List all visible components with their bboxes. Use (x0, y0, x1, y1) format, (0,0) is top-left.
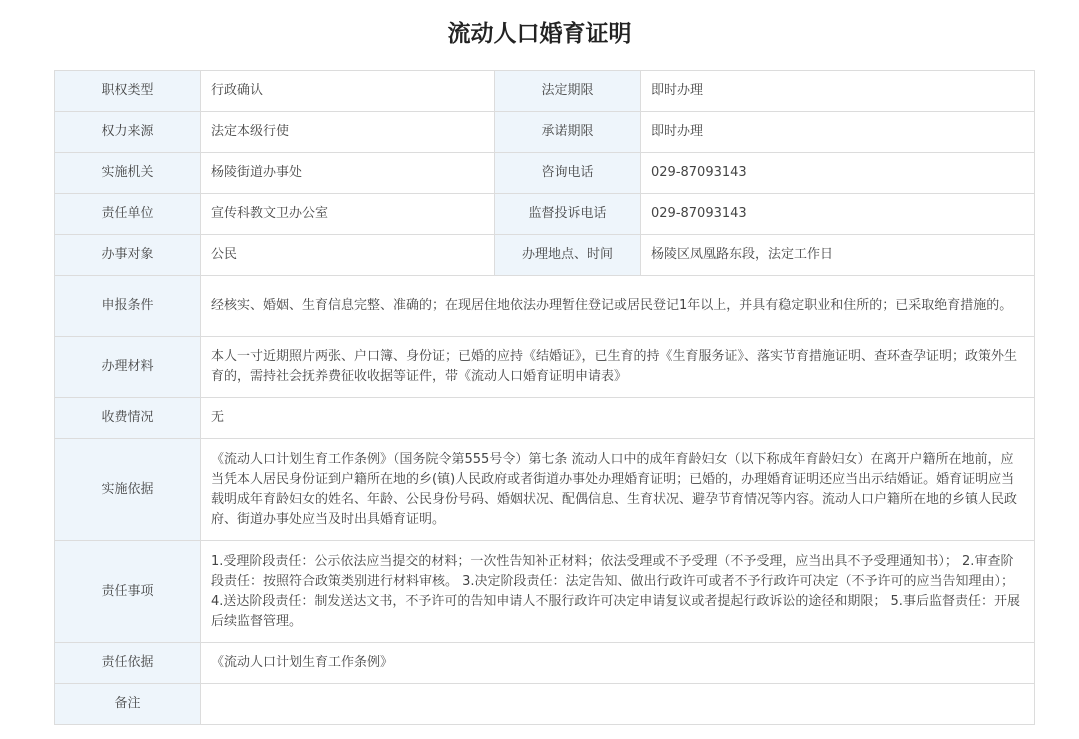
label-cell: 备注 (55, 684, 201, 725)
label-cell: 申报条件 (55, 276, 201, 337)
value-cell: 杨陵街道办事处 (201, 153, 495, 194)
label-cell: 实施依据 (55, 439, 201, 541)
label-cell: 收费情况 (55, 398, 201, 439)
label-cell: 承诺期限 (495, 112, 641, 153)
value-cell: 杨陵区凤凰路东段，法定工作日 (641, 235, 1035, 276)
label-cell: 责任单位 (55, 194, 201, 235)
table-row (55, 541, 1035, 643)
label-cell: 办理地点、时间 (495, 235, 641, 276)
table-row (55, 153, 1035, 194)
value-cell: 宣传科教文卫办公室 (201, 194, 495, 235)
value-cell: 本人一寸近期照片两张、户口簿、身份证；已婚的应持《结婚证》，已生育的持《生育服务证》、落实节育措施证明、查环查孕证明；政策外生育的，需持社会抚养费征收收据等证件，带《流动人口婚育证明申请表》 (201, 337, 1035, 398)
table-row (55, 684, 1035, 725)
label-cell: 实施机关 (55, 153, 201, 194)
table-row (55, 112, 1035, 153)
value-cell: 1.受理阶段责任：公示依法应当提交的材料；一次性告知补正材料；依法受理或不予受理（不予受理，应当出具不予受理通知书）； 2.审查阶段责任：按照符合政策类别进行材料审核。 3.决定阶段责任：法定告知、做出行政许可或者不予行政许可决定（不予许可的应当告知理由）； 4.送达阶段责任：制发送达文书，不予许可的告知申请人不服行政许可决定申请复议或者提起行政诉讼的途径和期限； 5.事后监督责任：开展后续监督管理。 (201, 541, 1035, 643)
value-cell: 行政确认 (201, 71, 495, 112)
label-cell: 办理材料 (55, 337, 201, 398)
label-cell: 办事对象 (55, 235, 201, 276)
label-cell: 法定期限 (495, 71, 641, 112)
value-cell (201, 684, 1035, 725)
table-row (55, 235, 1035, 276)
label-cell: 咨询电话 (495, 153, 641, 194)
table-row (55, 71, 1035, 112)
label-cell: 责任依据 (55, 643, 201, 684)
value-cell: 经核实、婚姻、生育信息完整、准确的；在现居住地依法办理暂住登记或居民登记1年以上，并具有稳定职业和住所的；已采取绝育措施的。 (201, 276, 1035, 337)
table-row (55, 337, 1035, 398)
table-row (55, 643, 1035, 684)
label-cell: 职权类型 (55, 71, 201, 112)
phone-value: 029-87093143 (641, 194, 1035, 235)
page-title: 流动人口婚育证明 (447, 21, 632, 47)
label-cell: 权力来源 (55, 112, 201, 153)
value-cell: 即时办理 (641, 112, 1035, 153)
value-cell: 《流动人口计划生育工作条例》（国务院令第555号令）第七条 流动人口中的成年育龄妇女（以下称成年育龄妇女）在离开户籍所在地前，应当凭本人居民身份证到户籍所在地的乡(镇)人民政府或者街道办事处办理婚育证明；已婚的，办理婚育证明还应当出示结婚证。婚育证明应当载明成年育龄妇女的姓名、年龄、公民身份号码、婚姻状况、配偶信息、生育状况、避孕节育情况等内容。流动人口户籍所在地的乡镇人民政府、街道办事处应当及时出具婚育证明。 (201, 439, 1035, 541)
table-row (55, 194, 1035, 235)
table-row (55, 439, 1035, 541)
phone-value: 029-87093143 (641, 153, 1035, 194)
value-cell: 《流动人口计划生育工作条例》 (201, 643, 1035, 684)
label-cell: 监督投诉电话 (495, 194, 641, 235)
table-row (55, 398, 1035, 439)
info-table (54, 70, 1035, 725)
value-cell: 无 (201, 398, 1035, 439)
value-cell: 法定本级行使 (201, 112, 495, 153)
value-cell: 公民 (201, 235, 495, 276)
label-cell: 责任事项 (55, 541, 201, 643)
value-cell: 即时办理 (641, 71, 1035, 112)
table-row (55, 276, 1035, 337)
